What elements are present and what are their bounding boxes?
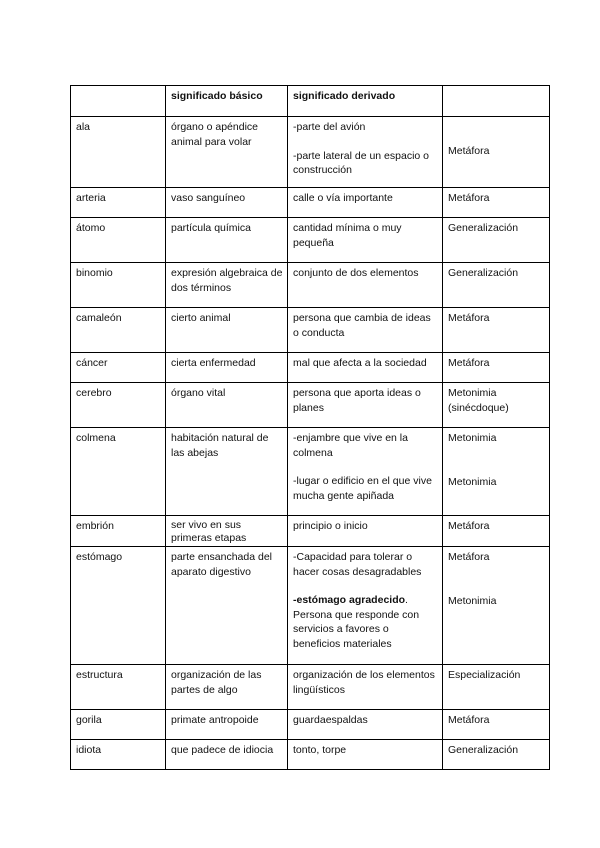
word-cell: arteria	[71, 188, 166, 218]
table-row	[71, 710, 550, 740]
basic-meaning-cell: cierta enfermedad	[166, 353, 288, 383]
derived-meaning-cell	[288, 383, 443, 428]
type-item: Metáfora	[448, 357, 490, 369]
header-type	[443, 86, 550, 117]
derived-meaning-item: guardaespaldas	[293, 714, 368, 726]
table-row	[71, 188, 550, 218]
type-item: Generalización	[448, 744, 519, 756]
type-item: Metáfora	[448, 520, 490, 532]
basic-meaning-cell: ser vivo en sus primeras etapas	[166, 516, 288, 547]
derived-meaning-item: persona que cambia de ideas o conducta	[293, 312, 431, 339]
basic-meaning-cell: cierto animal	[166, 308, 288, 353]
word-cell: ala	[71, 117, 166, 188]
derived-meaning-item: -Capacidad para tolerar o hacer cosas desagradables	[293, 551, 422, 578]
semantic-change-table	[70, 85, 550, 770]
derived-meaning-cell	[288, 516, 443, 547]
type-item: Metáfora	[448, 145, 490, 158]
table-row	[71, 263, 550, 308]
basic-meaning-cell: expresión algebraica de dos términos	[166, 263, 288, 308]
derived-meaning-item: cantidad mínima o muy pequeña	[293, 222, 402, 249]
type-cell	[443, 383, 550, 428]
derived-meaning-item: principio o inicio	[293, 520, 368, 532]
word-cell: átomo	[71, 218, 166, 263]
basic-meaning-cell: primate antropoide	[166, 710, 288, 740]
word-cell: camaleón	[71, 308, 166, 353]
type-item: Metonimia	[448, 432, 497, 444]
word-cell: estómago	[71, 547, 166, 665]
word-cell: embrión	[71, 516, 166, 547]
derived-meaning-item: -enjambre que vive en la colmena	[293, 432, 408, 459]
type-cell	[443, 188, 550, 218]
type-cell	[443, 740, 550, 770]
table-row	[71, 516, 550, 547]
type-cell	[443, 117, 550, 188]
table-row	[71, 218, 550, 263]
basic-meaning-cell: parte ensanchada del aparato digestivo	[166, 547, 288, 665]
derived-meaning-item: -parte lateral de un espacio o construcción	[293, 149, 430, 176]
basic-meaning-cell: habitación natural de las abejas	[166, 428, 288, 516]
basic-meaning-cell: partícula química	[166, 218, 288, 263]
basic-meaning-cell: que padece de idiocia	[166, 740, 288, 770]
type-cell	[443, 308, 550, 353]
type-cell	[443, 516, 550, 547]
table-row	[71, 428, 550, 516]
derived-meaning-item: mal que afecta a la sociedad	[293, 357, 427, 369]
derived-meaning-cell	[288, 710, 443, 740]
type-cell	[443, 665, 550, 710]
word-cell: cáncer	[71, 353, 166, 383]
derived-meaning-item: -estómago agradecido. Persona que responde con servicios a favores o beneficios materiales	[293, 594, 420, 650]
type-item: Generalización	[448, 267, 519, 279]
type-item: Metáfora	[448, 714, 490, 726]
type-cell	[443, 710, 550, 740]
derived-meaning-cell	[288, 263, 443, 308]
type-item: Metáfora	[448, 312, 490, 324]
type-cell	[443, 547, 550, 665]
type-cell	[443, 428, 550, 516]
derived-meaning-cell	[288, 188, 443, 218]
basic-meaning-cell: organización de las partes de algo	[166, 665, 288, 710]
derived-meaning-item: conjunto de dos elementos	[293, 267, 419, 279]
bold-expression: -estómago agradecido	[293, 594, 406, 606]
derived-meaning-item: -lugar o edificio en el que vive mucha gente apiñada	[293, 475, 432, 502]
word-cell: idiota	[71, 740, 166, 770]
derived-meaning-cell	[288, 665, 443, 710]
word-cell: estructura	[71, 665, 166, 710]
table-row	[71, 547, 550, 665]
derived-meaning-item: organización de los elementos lingüísticos	[293, 669, 435, 696]
derived-meaning-item: persona que aporta ideas o planes	[293, 387, 421, 414]
type-item: Metonimia	[448, 475, 497, 488]
basic-meaning-cell: órgano vital	[166, 383, 288, 428]
derived-meaning-cell	[288, 353, 443, 383]
header-derived-meaning: significado derivado	[288, 86, 443, 117]
table-row	[71, 117, 550, 188]
derived-meaning-cell	[288, 428, 443, 516]
type-item: Especialización	[448, 669, 521, 681]
derived-meaning-cell	[288, 547, 443, 665]
word-cell: colmena	[71, 428, 166, 516]
derived-meaning-item: calle o vía importante	[293, 192, 393, 204]
table-row	[71, 665, 550, 710]
derived-meaning-cell	[288, 740, 443, 770]
derived-meaning-cell	[288, 218, 443, 263]
header-row	[71, 86, 550, 117]
basic-meaning-cell: órgano o apéndice animal para volar	[166, 117, 288, 188]
type-item: Metonimia (sinécdoque)	[448, 387, 509, 414]
word-cell: cerebro	[71, 383, 166, 428]
type-item: Metáfora	[448, 551, 490, 563]
table-row	[71, 740, 550, 770]
type-item: Generalización	[448, 222, 519, 234]
derived-meaning-cell	[288, 117, 443, 188]
table-row	[71, 353, 550, 383]
type-item: Metáfora	[448, 192, 490, 204]
table-row	[71, 383, 550, 428]
derived-meaning-text: Persona que responde con servicios a favores o beneficios materiales	[293, 608, 420, 650]
type-item: Metonimia	[448, 594, 497, 607]
word-cell: gorila	[71, 710, 166, 740]
word-cell: binomio	[71, 263, 166, 308]
type-cell	[443, 263, 550, 308]
type-cell	[443, 218, 550, 263]
derived-meaning-item: tonto, torpe	[293, 744, 347, 756]
table-row	[71, 308, 550, 353]
header-basic-meaning: significado básico	[166, 86, 288, 117]
derived-meaning-item: -parte del avión	[293, 121, 366, 133]
type-cell	[443, 353, 550, 383]
derived-meaning-cell	[288, 308, 443, 353]
basic-meaning-cell: vaso sanguíneo	[166, 188, 288, 218]
header-word	[71, 86, 166, 117]
